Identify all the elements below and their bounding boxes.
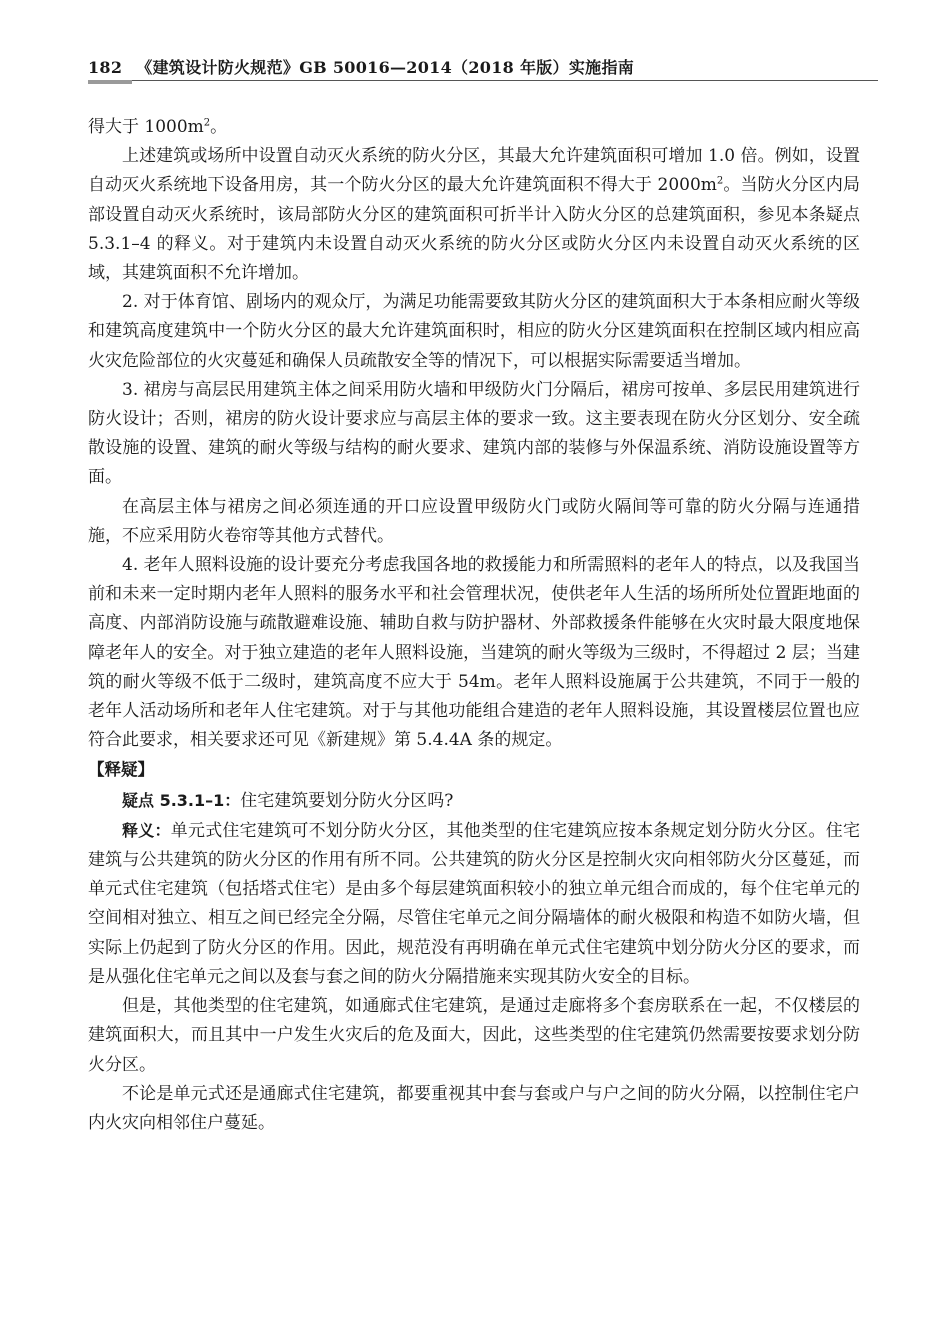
section-heading: 【释疑】 (88, 760, 154, 780)
answer-label: 释义： (122, 820, 171, 840)
question-label: 疑点 5.3.1–1： (122, 790, 241, 810)
page-number: 182 (88, 58, 123, 77)
paragraph-after-2: 不论是单元式还是通廊式住宅建筑，都要重视其中套与套或户与户之间的防火分隔，以控制住宅户内火灾向相邻住户蔓延。 (88, 1083, 860, 1133)
paragraph-after-1: 但是，其他类型的住宅建筑，如通廊式住宅建筑，是通过走廊将多个套房联系在一起，不仅楼层的建筑面积大，而且其中一户发生火灾后的危及面大，因此，这些类型的住宅建筑仍然需要按要求划分防火分区。 (88, 996, 860, 1075)
answer-paragraph (88, 816, 860, 992)
section-heading-row (88, 755, 860, 785)
paragraph-1-text-b: 。当防火分区内局部设置自动灭火系统时，该局部防火分区的建筑面积可折半计入防火分区的总建筑面积，参见本条疑点 5.3.1–4 的释义。对于建筑内未设置自动灭火系统的防火分区或防火分区内未设置自动灭火系统的区域，其建筑面积不允许增加。 (88, 175, 860, 284)
header-accent-bar (88, 80, 132, 84)
paragraph-2: 2. 对于体育馆、剧场内的观众厅，为满足功能需要致其防火分区的建筑面积大于本条相应耐火等级和建筑高度建筑中一个防火分区的最大允许建筑面积时，相应的防火分区建筑面积在控制区域内相应高火灾危险部位的火灾蔓延和确保人员疏散安全等的情况下，可以根据实际需要适当增加。 (88, 292, 860, 371)
paragraph-0-end: 。 (210, 117, 228, 137)
question-paragraph (88, 786, 860, 816)
paragraph-0 (88, 113, 860, 142)
paragraph-4: 在高层主体与裙房之间必须连通的开口应设置甲级防火门或防火隔间等可靠的防火分隔与连通措施，不应采用防火卷帘等其他方式替代。 (88, 496, 860, 546)
question-text: 住宅建筑要划分防火分区吗? (240, 790, 454, 811)
paragraph-1 (88, 142, 860, 288)
answer-text: 单元式住宅建筑可不划分防火分区，其他类型的住宅建筑应按本条规定划分防火分区。住宅建筑与公共建筑的防火分区的作用有所不同。公共建筑的防火分区是控制火灾向相邻防火分区蔓延，而单元式住宅建筑（包括塔式住宅）是由多个每层建筑面积较小的独立单元组合而成的，每个住宅单元的空间相对独立、相互之间已经完全分隔，尽管住宅单元之间分隔墙体的耐火极限和构造不如防火墙，但实际上仍起到了防火分区的作用。因此，规范没有再明确在单元式住宅建筑中划分防火分区的要求，而是从强化住宅单元之间以及套与套之间的防火分隔措施来实现其防火安全的目标。 (88, 820, 860, 987)
page-body (88, 113, 860, 1138)
paragraph-0-text: 得大于 1000m (88, 117, 204, 137)
header-rule (88, 80, 878, 81)
paragraph-1-text-a: 上述建筑或场所中设置自动灭火系统的防火分区，其最大允许建筑面积可增加 1.0 倍。例如，设置自动灭火系统地下设备用房，其一个防火分区的最大允许建筑面积不得大于 2000m (88, 146, 860, 196)
paragraph-5: 4. 老年人照料设施的设计要充分考虑我国各地的救援能力和所需照料的老年人的特点，以及我国当前和未来一定时期内老年人照料的服务水平和社会管理状况，使供老年人生活的场所所处位置距地面的高度、内部消防设施与疏散避难设施、辅助自救与防护器材、外部救援条件能够在火灾时最大限度地保障老年人的安全。对于独立建造的老年人照料设施，当建筑的耐火等级为三级时，不得超过 2 层；当建筑的耐火等级不低于二级时，建筑高度不应大于 54m。老年人照料设施属于公共建筑，不同于一般的老年人活动场所和老年人住宅建筑。对于与其他功能组合建造的老年人照料设施，其设置楼层位置也应符合此要求，相关要求还可见《新建规》第 5.4.4A 条的规定。 (88, 555, 860, 751)
book-title: 《建筑设计防火规范》GB 50016—2014（2018 年版）实施指南 (136, 58, 635, 77)
paragraph-3: 3. 裙房与高层民用建筑主体之间采用防火墙和甲级防火门分隔后，裙房可按单、多层民用建筑进行防火设计；否则，裙房的防火设计要求应与高层主体的要求一致。这主要表现在防火分区划分、安全疏散设施的设置、建筑的耐火等级与结构的耐火要求、建筑内部的装修与外保温系统、消防设施设置等方面。 (88, 379, 860, 488)
superscript: 2 (716, 175, 724, 187)
page-header (88, 55, 878, 78)
superscript: 2 (203, 117, 211, 129)
